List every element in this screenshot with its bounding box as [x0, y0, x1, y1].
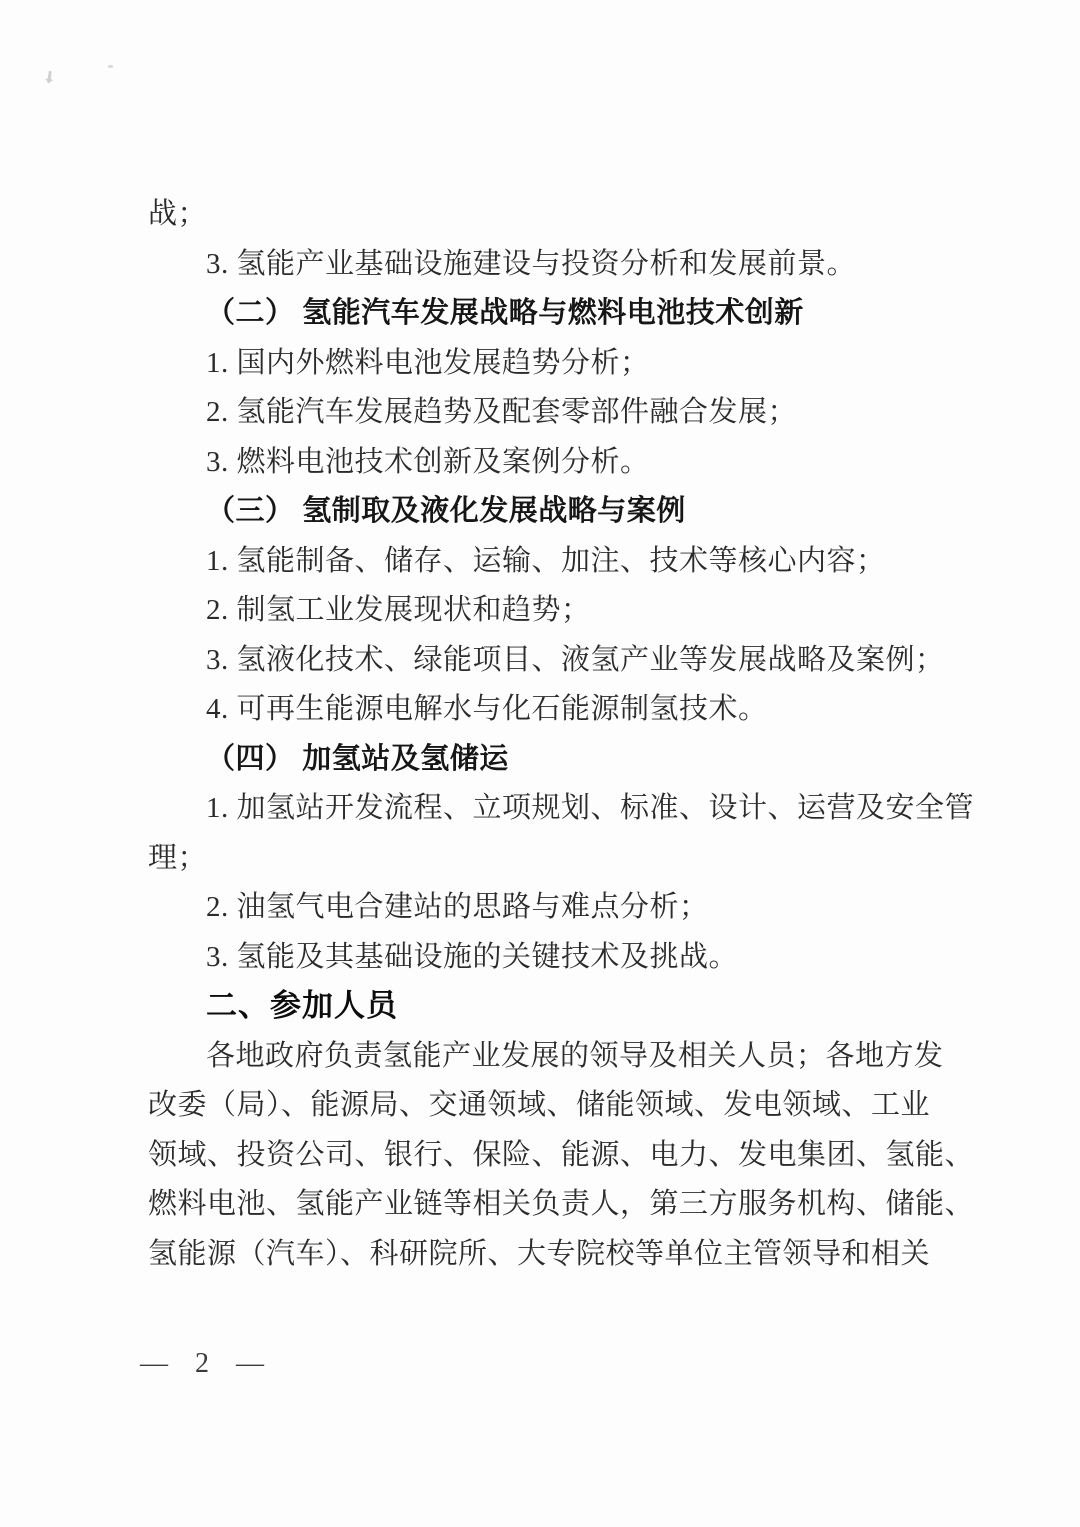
text-line: 3. 氢液化技术、绿能项目、液氢产业等发展战略及案例； [206, 643, 945, 676]
scan-speck-icon [108, 65, 113, 68]
scan-smudge-icon [47, 71, 52, 83]
text-line: （四） 加氢站及氢储运 [206, 742, 509, 775]
text-line: 燃料电池、氢能产业链等相关负责人，第三方服务机构、储能、 [148, 1188, 975, 1220]
text-line: （二） 氢能汽车发展战略与燃料电池技术创新 [206, 297, 804, 329]
text-line: 2. 氢能汽车发展趋势及配套零部件融合发展； [206, 396, 798, 428]
text-line: 二、参加人员 [206, 988, 398, 1024]
text-line: 改委（局）、能源局、交通领域、储能领域、发电领域、工业 [148, 1089, 931, 1121]
text-line: 理； [148, 841, 208, 874]
text-line: 3. 氢能产业基础设施建设与投资分析和发展前景。 [206, 247, 857, 280]
page-body [148, 190, 975, 1279]
text-line: 2. 制氢工业发展现状和趋势； [206, 594, 591, 626]
text-line: 1. 国内外燃料电池发展趋势分析； [206, 346, 650, 379]
text-line: 氢能源（汽车）、科研院所、大专院校等单位主管领导和相关 [148, 1237, 931, 1270]
text-line: 领域、投资公司、银行、保险、能源、电力、发电集团、氢能、 [148, 1138, 975, 1171]
text-line: 3. 燃料电池技术创新及案例分析。 [206, 445, 650, 478]
text-line: 战； [148, 198, 208, 230]
text-line: 1. 氢能制备、储存、运输、加注、技术等核心内容； [206, 544, 886, 577]
text-line: 2. 油氢气电合建站的思路与难点分析； [206, 891, 709, 923]
page-number: — 2 — [140, 1348, 266, 1379]
text-line: 1. 加氢站开发流程、立项规划、标准、设计、运营及安全管 [206, 792, 975, 824]
text-line: 4. 可再生能源电解水与化石能源制氢技术。 [206, 693, 768, 725]
text-line: 各地政府负责氢能产业发展的领导及相关人员；各地方发 [206, 1039, 944, 1072]
text-line: （三） 氢制取及液化发展战略与案例 [206, 495, 686, 527]
text-line: 3. 氢能及其基础设施的关键技术及挑战。 [206, 940, 739, 973]
